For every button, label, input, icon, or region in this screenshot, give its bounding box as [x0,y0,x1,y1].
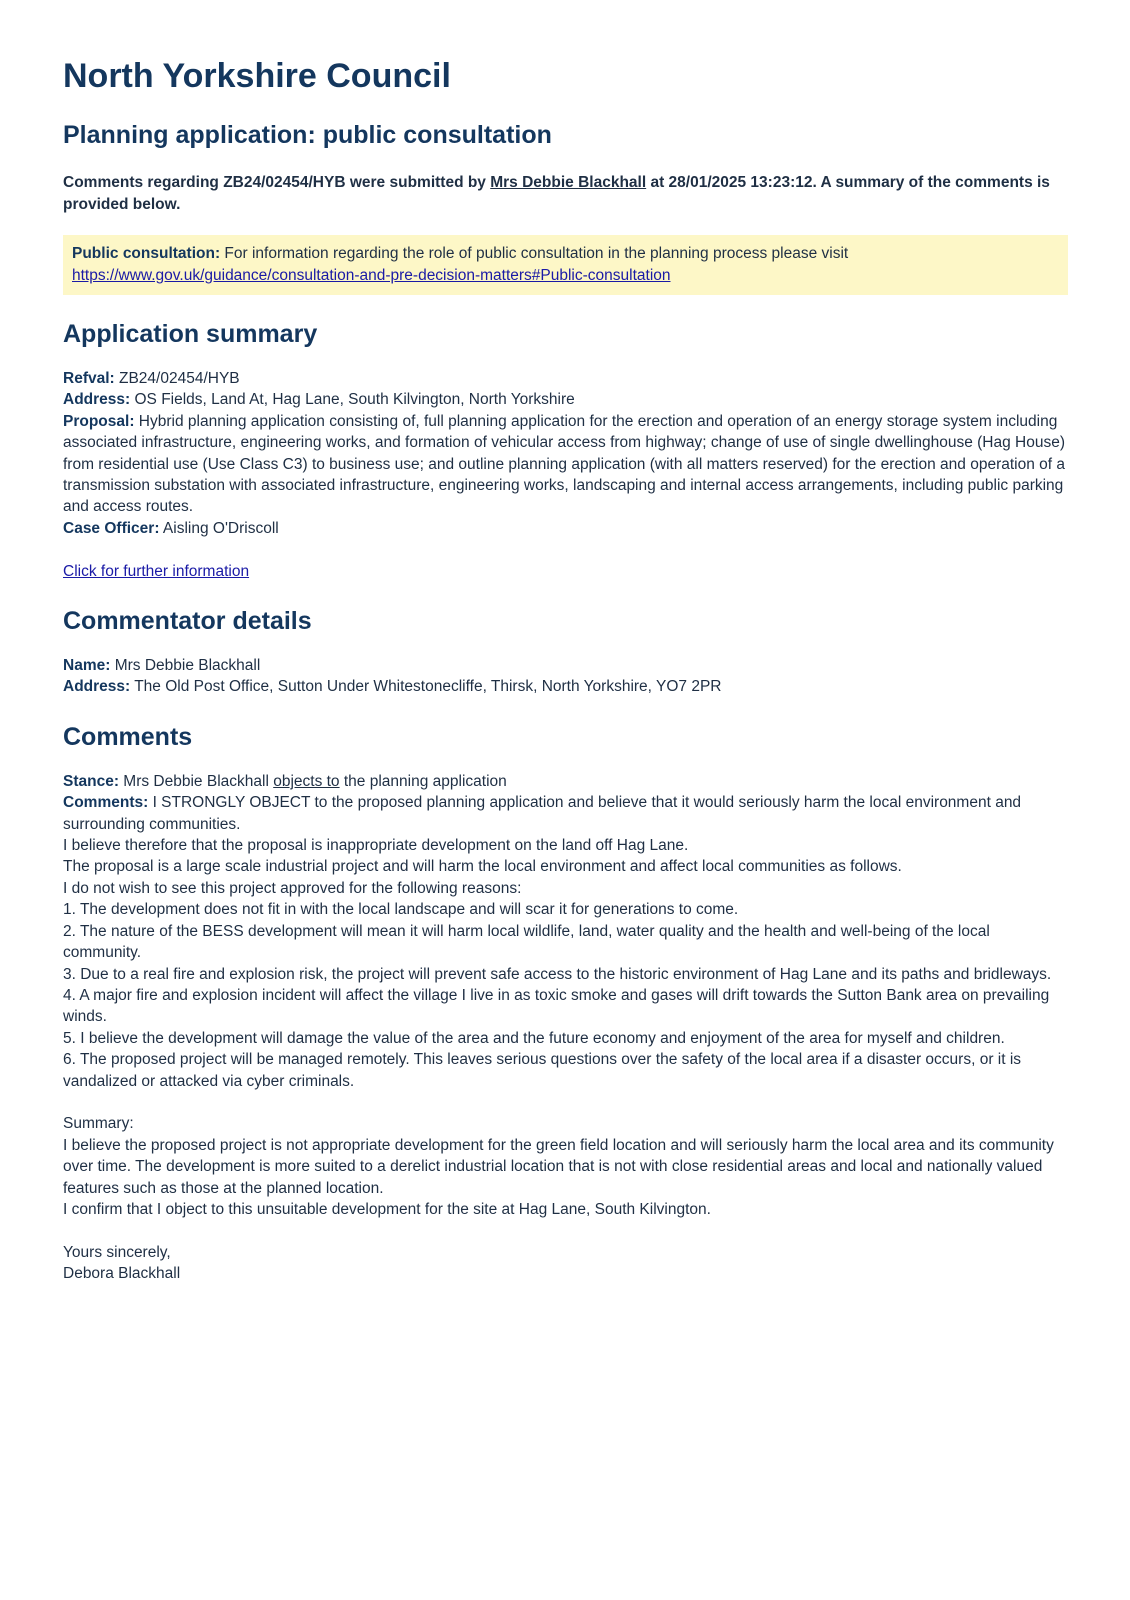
consultation-guidance-link[interactable]: https://www.gov.uk/guidance/consultation-and-pre-decision-matters#Public-consultation [72,266,671,284]
summary-line: I believe the proposed project is not appropriate development for the green field location and will seriously harm the local area and its community over time. The development is more suited to a derelict industrial location that is not with close residential areas and local and nationally valued features such as those at the planned location. [63,1136,1054,1197]
stance-value: objects to [273,772,340,790]
application-summary [63,368,1068,582]
application-summary-heading: Application summary [63,320,318,348]
commentator-address-label: Address: [63,678,131,696]
signoff: Yours sincerely, [63,1243,171,1261]
commentator-name-label: Name: [63,657,111,675]
comments-body [63,771,1068,1285]
commentator-name: Mrs Debbie Blackhall [110,657,261,675]
reason-2: 2. The nature of the BESS development will mean it will harm local wildlife, land, water quality and the health and well-being of the local community. [63,922,990,962]
stance-text-start: Mrs Debbie Blackhall [119,772,274,790]
council-title: North Yorkshire Council [63,57,451,95]
proposal-value: Hybrid planning application consisting of, full planning application for the erection and operation of an energy storage system including associated infrastructure, engineering works, and formation of vehicular access from highway; change of use of single dwellinghouse (Hag House) from residential use (Use Class C3) to business use; and outline planning application (with all matters reserved) for the erection and operation of a transmission substation with associated infrastructure, engineering works, landscaping and internal access arrangements, including public parking and access routes. [63,412,1066,516]
refval-value: ZB24/02454/HYB [114,370,240,387]
comment-line: I STRONGLY OBJECT to the proposed planning application and believe that it would seriously harm the local environment and surrounding communities. [63,794,1022,833]
signature-name: Debora Blackhall [63,1265,181,1283]
case-officer-label: Case Officer: [63,519,160,537]
reason-5: 5. I believe the development will damage the value of the area and the future economy and enjoyment of the area for myself and children. [63,1029,1005,1047]
intro-statement [63,172,1068,215]
address-label: Address: [63,391,131,409]
commentator-address: The Old Post Office, Sutton Under Whitestonecliffe, Thirsk, North Yorkshire, YO7 2PR [130,678,722,696]
refval-label: Refval: [63,370,115,387]
notice-text: For information regarding the role of public consultation in the planning process please visit [220,245,849,262]
comment-line: I believe therefore that the proposal is inappropriate development on the land off Hag Lane. [63,837,689,855]
address-value: OS Fields, Land At, Hag Lane, South Kilvington, North Yorkshire [130,391,575,409]
comment-line: The proposal is a large scale industrial project and will harm the local environment and affect local communities as follows. [63,858,902,876]
further-information-link[interactable]: Click for further information [63,562,250,580]
reason-4: 4. A major fire and explosion incident will affect the village I live in as toxic smoke and gases will drift towards the Sutton Bank area on prevailing winds. [63,986,1050,1026]
reason-6: 6. The proposed project will be managed remotely. This leaves serious questions over the safety of the local area if a disaster occurs, or it is vandalized or attacked via cyber criminals. [63,1051,1022,1090]
page-title: Planning application: public consultation [63,121,552,149]
reason-3: 3. Due to a real fire and explosion risk, the project will prevent safe access to the historic environment of Hag Lane and its paths and bridleways. [63,965,1052,983]
proposal-label: Proposal: [63,412,135,430]
intro-text-end: at 28/01/2025 13:23:12. A summary of the comments is provided below. [63,174,1050,213]
commentator-details [63,655,1068,698]
public-consultation-notice [63,235,1068,295]
comments-label: Comments: [63,794,149,812]
comments-heading: Comments [63,722,193,751]
notice-label: Public consultation: [72,245,221,262]
case-officer-value: Aisling O'Driscoll [159,519,279,537]
reason-1: 1. The development does not fit in with the local landscape and will scar it for generations to come. [63,901,739,919]
intro-text-start: Comments regarding ZB24/02454/HYB were submitted by [63,174,491,191]
stance-text-end: the planning application [339,772,507,790]
submitter-name: Mrs Debbie Blackhall [490,174,647,191]
commentator-details-heading: Commentator details [63,607,312,636]
stance-label: Stance: [63,772,119,790]
comment-line: I do not wish to see this project approved for the following reasons: [63,879,522,897]
summary-label: Summary: [63,1115,134,1133]
summary-line: I confirm that I object to this unsuitable development for the site at Hag Lane, South Kilvington. [63,1200,711,1218]
